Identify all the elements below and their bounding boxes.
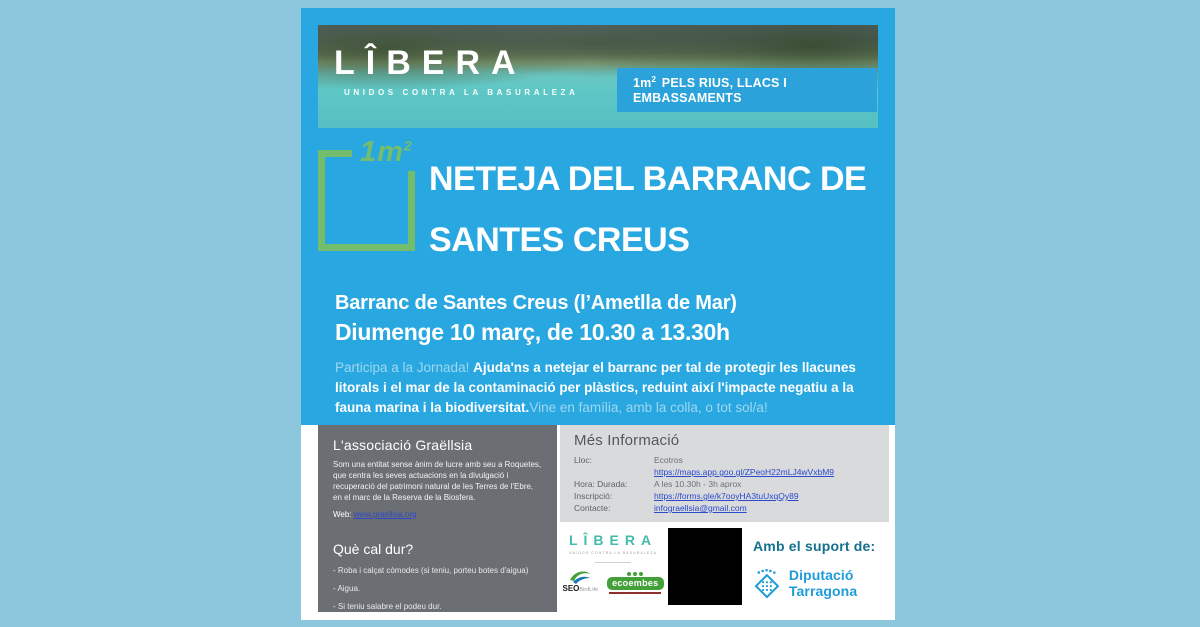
event-description-body: Ajuda'ns a netejar el barranc per tal de protegir les llacunes litorals i el mar de la contaminació per plàstics, reduint així l'impacte negatiu a la fauna marina i la biodiversitat. <box>335 360 856 415</box>
more-info-box <box>560 425 889 522</box>
more-info-grid <box>574 454 875 514</box>
info-label-lloc: Lloc: <box>574 455 592 465</box>
footer-partner-logos <box>563 569 663 594</box>
info-value-lloc: Ecotros <box>654 455 683 465</box>
what-to-bring-item: - Roba i calçat còmodes (si teniu, porteu botes d'aigua) <box>333 566 529 575</box>
footer-libera-tagline: UNIDOS CONTRA LA BASURALEZA <box>568 551 658 555</box>
ecoembes-logo <box>607 572 663 594</box>
ecoembes-tagline-strip <box>609 592 661 594</box>
info-label-inscripcio: Inscripció: <box>574 491 613 501</box>
info-label-empty <box>574 466 654 478</box>
libera-logo-text: LÎBERA <box>334 44 527 82</box>
association-title: L'associació Graëllsia <box>333 437 473 453</box>
poster-card <box>301 8 895 620</box>
libera-logo <box>334 45 578 97</box>
qr-code-image <box>668 528 742 605</box>
footer-libera-block <box>563 532 663 594</box>
event-datetime: Diumenge 10 març, de 10.30 a 13.30h <box>335 319 730 345</box>
association-description: Som una entitat sense ànim de lucre amb seu a Roquetes, que centra les seves actuacions en la divulgació i recuperació del patrimoni natural de les Terres de l'Ebre, en el marc de la Reserva de la Biosfera. <box>333 460 542 502</box>
event-description-intro: Participa a la Jornada! <box>335 360 474 375</box>
ecoembes-logo-text: ecoembes <box>607 577 663 590</box>
page-title <box>429 149 866 271</box>
what-to-bring-item: - Si teniu salabre el podeu dur. <box>333 602 442 611</box>
support-block <box>753 538 895 603</box>
seo-birdlife-logo: SEOBirdLife <box>563 569 599 594</box>
association-box <box>318 425 557 612</box>
diputacio-diamond-icon <box>753 563 781 603</box>
page-title-line2: SANTES CREUS <box>429 221 690 259</box>
web-label: Web: <box>333 510 354 519</box>
footer-libera-logo: LÎBERA <box>568 532 658 548</box>
info-label-contacte: Contacte: <box>574 503 611 513</box>
seo-swoosh-icon <box>568 569 592 585</box>
event-description <box>335 358 869 418</box>
event-location: Barranc de Santes Creus (l’Ametlla de Mar) <box>335 292 737 314</box>
maps-link[interactable]: https://maps.app.goo.gl/ZPeoH22mLJ4wVxbM9 <box>654 467 835 477</box>
association-web-link[interactable]: www.graellsia.org <box>353 510 417 519</box>
more-info-title: Més Informació <box>574 432 680 449</box>
info-value-hora: A les 10.30h - 3h aprox <box>654 479 742 489</box>
event-description-outro: Vine en família, amb la colla, o tot sol/a! <box>529 400 768 415</box>
footer-divider <box>595 562 631 563</box>
ecoembes-leaf-dots <box>627 572 643 576</box>
diputacio-name: Diputació Tarragona <box>788 567 858 599</box>
page-title-line1: NETEJA DEL BARRANC DE <box>429 160 867 198</box>
contact-email-link[interactable]: infograellsia@gmail.com <box>654 503 747 513</box>
program-banner: $1m^2$ PELS RIUS, LLACS I EMBASSAMENTS <box>617 68 877 112</box>
what-to-bring-title: Què cal dur? <box>333 541 414 557</box>
square-meter-icon-label: $1m^2$ <box>352 136 421 171</box>
libera-tagline: UNIDOS CONTRA LA BASURALEZA <box>344 88 579 97</box>
diputacio-tarragona-logo <box>753 563 895 603</box>
inscription-form-link[interactable]: https://forms.gle/k7ooyHA3tuUxqQy89 <box>654 491 799 501</box>
blue-panel <box>301 8 895 425</box>
info-label-hora: Hora: Durada: <box>574 479 628 489</box>
association-web-line <box>333 510 542 519</box>
header-photo <box>318 25 878 128</box>
what-to-bring-item: - Aigua. <box>333 584 361 593</box>
support-heading: Amb el suport de: <box>753 538 876 554</box>
